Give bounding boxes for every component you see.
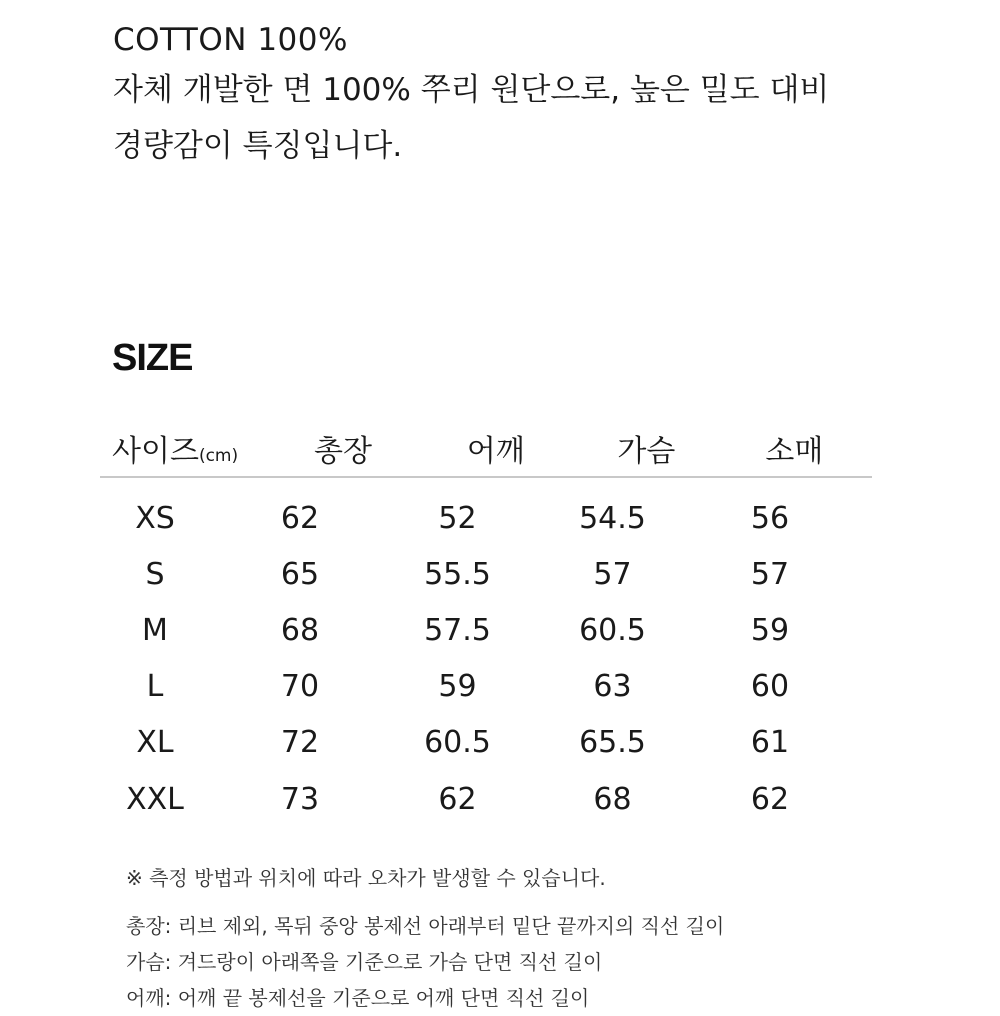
chest-cell: 60.5 — [579, 612, 646, 648]
table-row — [100, 602, 872, 658]
length-cell: 72 — [280, 725, 320, 761]
chest-definition: 가슴: 겨드랑이 아래쪽을 기준으로 가슴 단면 직선 길이 — [126, 950, 603, 974]
chest-cell: 68 — [593, 781, 632, 817]
length-cell: 73 — [280, 781, 320, 817]
table-row — [100, 546, 872, 602]
measurement-notes — [126, 860, 926, 1016]
size-title: SIZE — [112, 337, 193, 379]
shoulder-cell: 52 — [438, 500, 477, 536]
chest-cell: 57 — [593, 556, 632, 592]
sleeve-cell: 56 — [750, 500, 790, 536]
header-shoulder: 어깨 — [466, 434, 525, 469]
header-sleeve: 소매 — [765, 434, 824, 469]
material-title: COTTON 100% — [113, 22, 348, 58]
shoulder-cell: 55.5 — [424, 556, 491, 592]
chest-cell: 63 — [593, 669, 632, 705]
size-cell: L — [146, 669, 164, 705]
size-table-header — [100, 420, 872, 478]
table-row — [100, 490, 872, 546]
size-cell: S — [145, 556, 165, 592]
size-table-body — [100, 490, 872, 827]
shoulder-cell: 62 — [438, 781, 477, 817]
shoulder-definition: 어깨: 어깨 끝 봉제선을 기준으로 어깨 단면 직선 길이 — [126, 986, 590, 1010]
table-row — [100, 659, 872, 715]
sleeve-cell: 57 — [750, 556, 790, 592]
shoulder-cell: 59 — [438, 669, 477, 705]
header-length: 총장 — [314, 434, 372, 469]
sleeve-cell: 61 — [750, 725, 790, 761]
material-section — [113, 18, 873, 174]
material-description — [113, 62, 873, 174]
sleeve-cell: 59 — [750, 612, 790, 648]
material-desc-line1: 자체 개발한 면 100% 쭈리 원단으로, 높은 밀도 대비 — [113, 72, 830, 108]
table-row — [100, 715, 872, 771]
shoulder-cell: 57.5 — [424, 612, 491, 648]
sleeve-cell: 62 — [750, 781, 790, 817]
material-desc-line2: 경량감이 특징입니다. — [113, 128, 403, 164]
length-cell: 70 — [280, 669, 320, 705]
header-chest: 가슴 — [617, 434, 676, 469]
size-cell: XXL — [126, 781, 184, 817]
shoulder-cell: 60.5 — [424, 725, 491, 761]
header-size-label — [100, 426, 270, 470]
table-row — [100, 771, 872, 827]
chest-cell: 54.5 — [579, 500, 646, 536]
size-cell: XS — [135, 500, 175, 536]
length-definition: 총장: 리브 제외, 목뒤 중앙 봉제선 아래부터 밑단 끝까지의 직선 길이 — [126, 914, 725, 938]
size-table — [100, 420, 872, 827]
length-cell: 62 — [280, 500, 320, 536]
chest-cell: 65.5 — [579, 725, 646, 761]
sleeve-cell: 60 — [750, 669, 790, 705]
header-size-text: 사이즈 — [112, 434, 199, 469]
size-cell: XL — [136, 725, 174, 761]
length-cell: 65 — [280, 556, 320, 592]
size-cell: M — [142, 612, 168, 648]
header-unit: (cm) — [198, 446, 239, 466]
length-cell: 68 — [280, 612, 320, 648]
disclaimer-note: ※ 측정 방법과 위치에 따라 오차가 발생할 수 있습니다. — [126, 866, 606, 890]
